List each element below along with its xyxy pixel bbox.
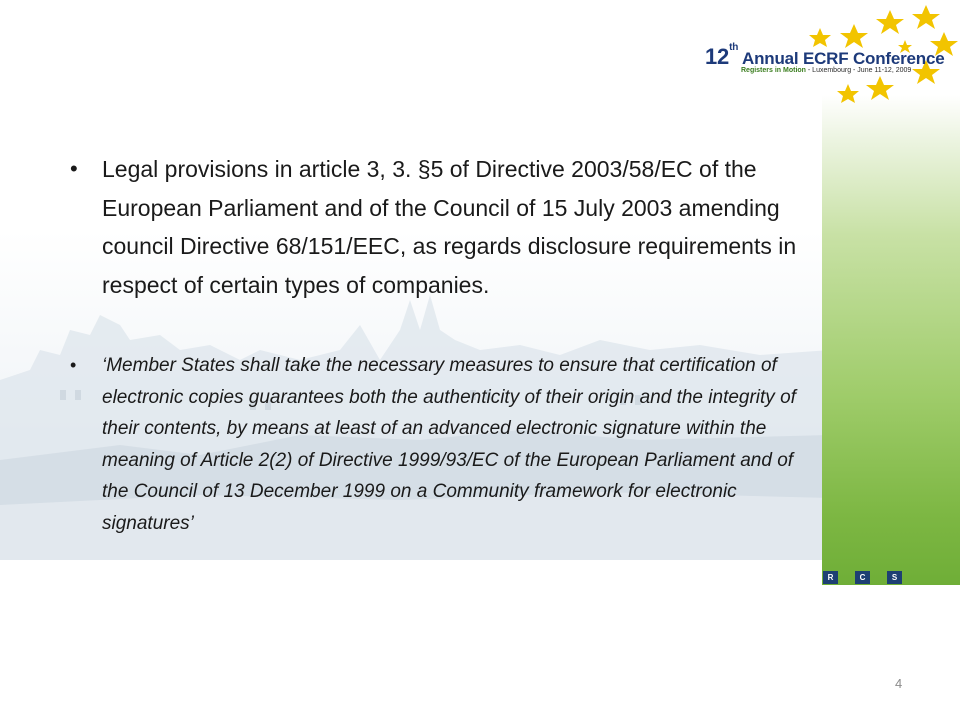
rcs-logo-r: R [823,571,838,584]
logo-title-text: Annual ECRF Conference [742,49,945,68]
conference-subtitle [741,67,911,74]
bullet-item-legal-provisions [70,150,800,304]
rcs-logo-s: S [887,571,902,584]
green-side-strip [822,95,960,585]
logo-ordinal: th [729,42,739,53]
page-number: 4 [895,676,903,691]
logo-number: 12 [705,44,730,69]
rcs-logo-c: C [855,571,870,584]
logo-subtitle-lead: Registers in Motion [741,67,806,74]
bullet-text: Legal provisions in article 3, 3. §5 of Directive 2003/58/EC of the European Parliament and of the Council of 15 July 2003 amending council Directive 68/151/EEC, as regards disclosure requirements in respect of certain types of companies. [102,156,797,298]
bullet-list [70,150,800,539]
bullet-text: ‘Member States shall take the necessary measures to ensure that certification of electronic copies guarantees both the authenticity of their origin and the integrity of their contents, by means at least of an advanced electronic signature within the meaning of Article 2(2) of Directive 1999/93/EC of the European Parliament and of the Council of 13 December 1999 on a Community framework for electronic signatures’ [102,355,796,534]
logo-subtitle-rest: - Luxembourg - June 11-12, 2009 [805,67,912,74]
bullet-marker: • [70,355,77,375]
bullet-item-quotation [70,350,800,539]
bullet-marker: • [70,156,78,181]
